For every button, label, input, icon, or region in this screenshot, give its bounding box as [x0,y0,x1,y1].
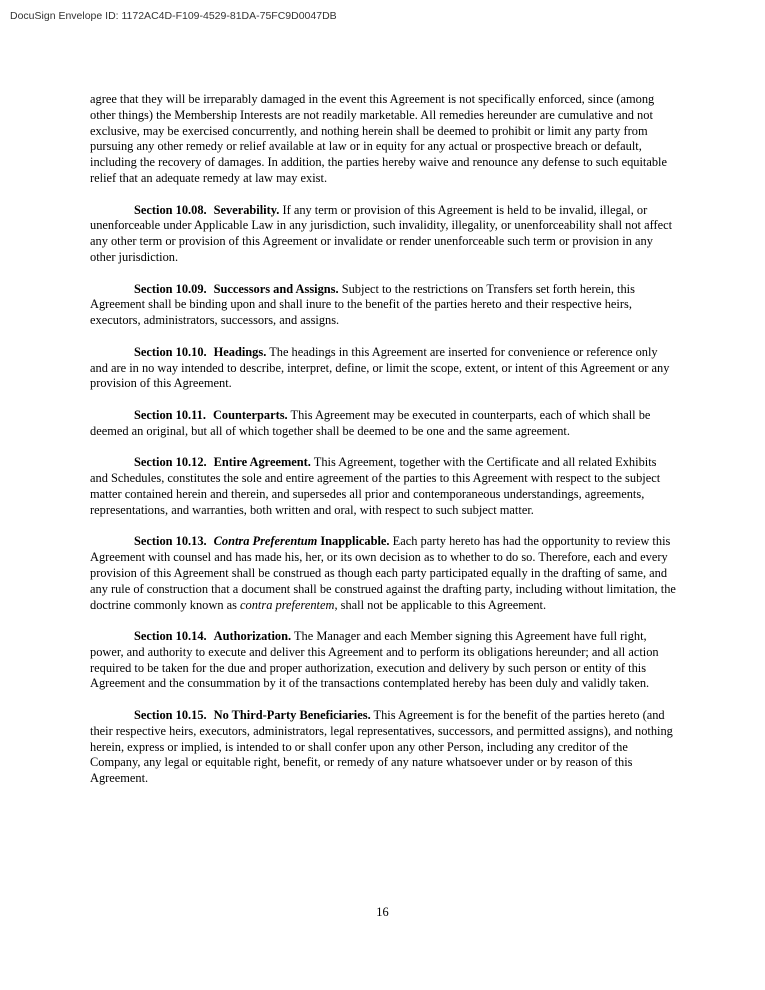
section-title: No Third-Party Beneficiaries. [213,708,371,723]
section-10-12 [90,455,676,518]
section-10-11 [90,408,676,440]
page-number: 16 [376,905,389,919]
section-10-13 [90,534,676,613]
section-title: Counterparts. [212,407,288,422]
section-body: The headings in this Agreement are inserted for convenience or reference only and are in no way intended to describe, interpret, define, or limit the scope, extent, or intent of this Agreement or any provision of this Agreement. [90,344,670,391]
section-body: If any term or provision of this Agreement is held to be invalid, illegal, or unenforceable under Applicable Law in any jurisdiction, such invalidity, illegality, or unenforceability shall not affect any other term or provision of this Agreement or invalidate or render unenforceable such term or provision in any other jurisdiction. [90,202,673,264]
section-number: Section 10.14. [134,629,207,644]
section-number: Section 10.09. [134,281,207,296]
section-title-rest: Inapplicable. [317,534,390,549]
section-body: This Agreement, together with the Certificate and all related Exhibits and Schedules, constitutes the sole and entire agreement of the parties to this Agreement with respect to the subject matter contained herein and therein, and supersedes all prior and contemporaneous understandings, agreements, representations, and warranties, both written and oral, with respect to such subject matter. [90,455,661,517]
section-number: Section 10.11. [134,407,206,422]
section-body: This Agreement is for the benefit of the parties hereto (and their respective heirs, executors, administrators, legal representatives, successors, and permitted assigns), and nothing herein, express or implied, is intended to or shall confer upon any other Person, including any creditor of the Company, any legal or equitable right, benefit, or remedy of any nature whatsoever under or by reason of this Agreement. [90,708,673,786]
section-body: Subject to the restrictions on Transfers set forth herein, this Agreement shall be binding upon and shall inure to the benefit of the parties hereto and their respective heirs, executors, administrators, successors, and assigns. [90,281,635,328]
section-title: Severability. [213,202,280,217]
section-body: This Agreement may be executed in counterparts, each of which shall be deemed an original, but all of which together shall be deemed to be one and the same agreement. [90,407,651,438]
section-title: Headings. [213,344,267,359]
section-title: Successors and Assigns. [213,281,339,296]
section-title-italic: Contra Preferentum [213,534,318,549]
section-body: Each party hereto has had the opportunity to review this Agreement with counsel and has made his, her, or its own decision as to whether to do so. Therefore, each and every provision of this Agreement shall be construed as though each party participated equally in the drafting of same, and any rule of construction that a document shall be construed against the drafting party, including without limitation, the doctrine commonly known as [90,534,676,612]
section-title: Authorization. [213,629,292,644]
section-body-term: contra preferentem [240,597,335,612]
section-body-end: , shall not be applicable to this Agreement. [334,597,547,612]
section-10-14 [90,629,676,692]
section-number: Section 10.15. [134,708,207,723]
section-number: Section 10.10. [134,344,207,359]
intro-paragraph: agree that they will be irreparably damaged in the event this Agreement is not specifically enforced, since (among other things) the Membership Interests are not readily marketable. All remedies hereunder are cumulative and not exclusive, may be exercised concurrently, and nothing herein shall be deemed to prohibit or limit any party from pursuing any other remedy or relief available at law or in equity for any actual or prospective breach or default, including the recovery of damages. In addition, the parties hereby waive and renounce any defense to such equitable relief that an adequate remedy at law may exist. [90,92,667,185]
section-10-08 [90,203,676,266]
section-number: Section 10.13. [134,534,207,549]
section-number: Section 10.08. [134,202,207,217]
section-body: The Manager and each Member signing this Agreement have full right, power, and authority to execute and deliver this Agreement and to perform its obligations hereunder; and all action required to be taken for the due and proper authorization, execution and delivery by such person or entity of this Agreement and the consummation by it of the transactions contemplated hereby has been duly and validly taken. [90,629,659,691]
section-10-10 [90,345,676,392]
section-10-15 [90,708,676,787]
section-10-09 [90,282,676,329]
docusign-envelope-id: DocuSign Envelope ID: 1172AC4D-F109-4529-81DA-75FC9D0047DB [10,10,337,22]
document-body [90,92,676,803]
section-title: Entire Agreement. [213,455,311,470]
section-number: Section 10.12. [134,455,207,470]
section-title [214,534,390,548]
